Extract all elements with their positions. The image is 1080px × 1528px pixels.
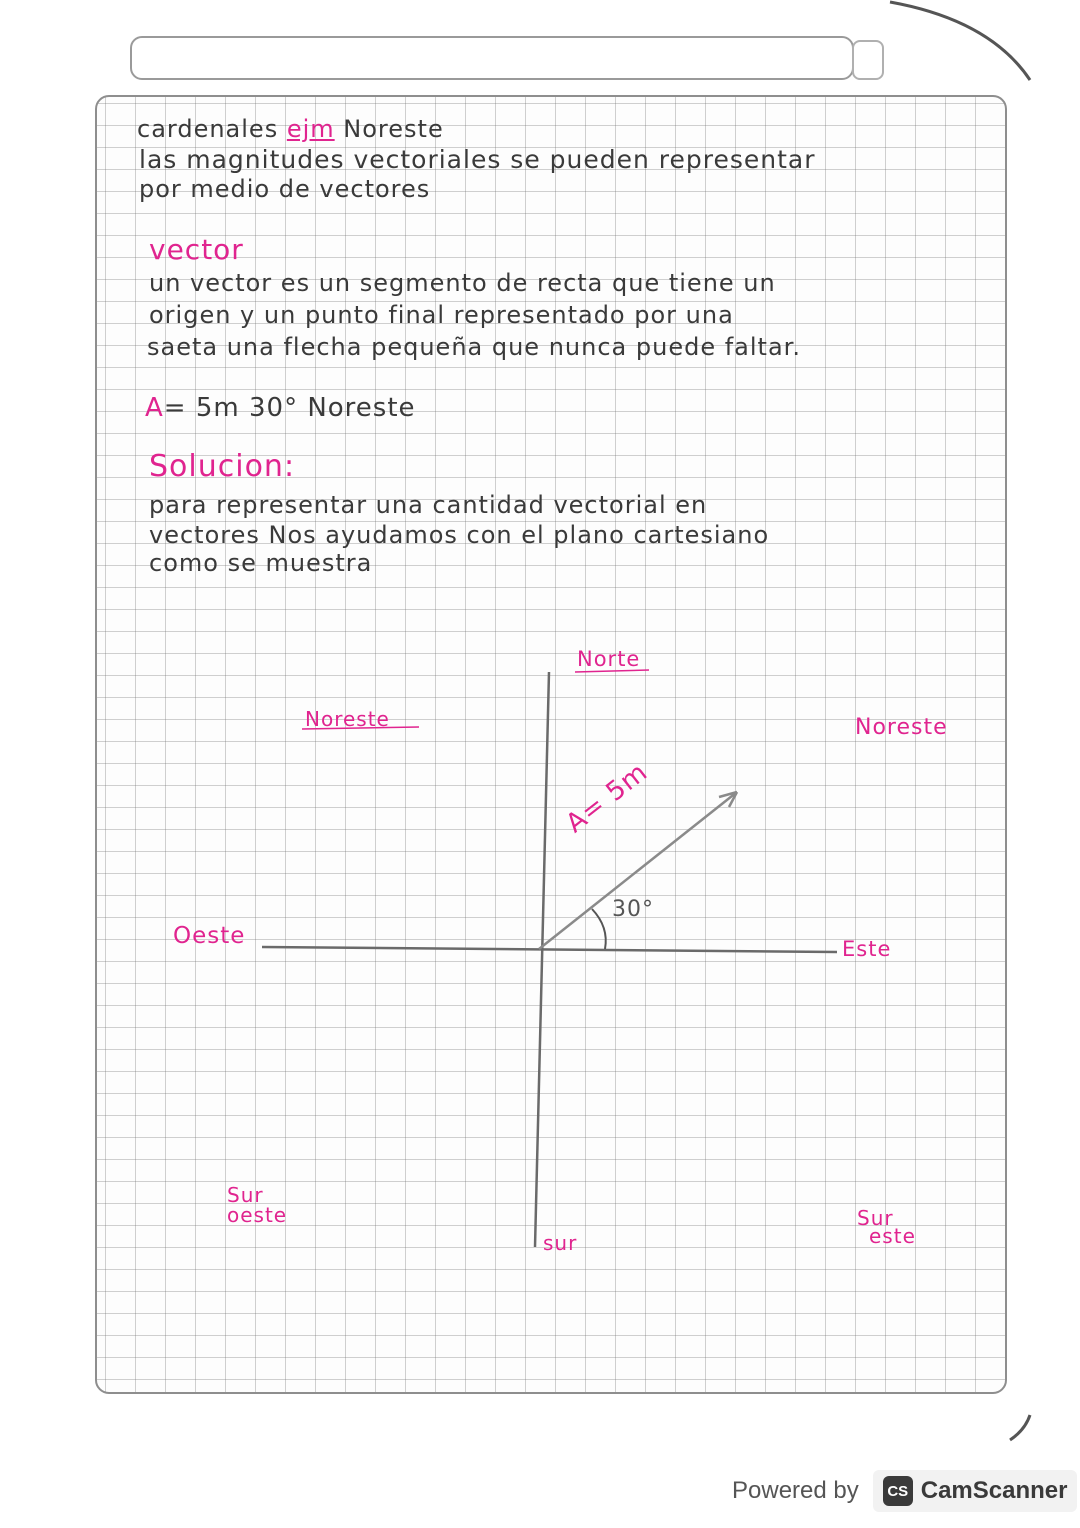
solucion-heading: Solucion: — [149, 449, 296, 484]
camscanner-footer — [732, 1470, 1077, 1512]
label-southeast — [857, 1206, 916, 1248]
notebook-header-strip — [130, 36, 854, 80]
label-southeast-line-1: Sur — [857, 1206, 894, 1230]
label-south: sur — [543, 1231, 578, 1255]
solucion-line-2: vectores Nos ayudamos con el plano cartesiano — [149, 521, 770, 549]
notebook-header-tab — [852, 40, 884, 80]
west-east-axis — [262, 947, 837, 952]
label-southwest-line-1: Sur — [227, 1183, 264, 1207]
angle-arc — [592, 909, 606, 949]
camscanner-badge — [873, 1470, 1078, 1512]
camscanner-logo-icon: CS — [883, 1476, 913, 1506]
vector-definition-line-1: un vector es un segmento de recta que tiene un — [149, 269, 776, 297]
note-line-1-prefix: cardenales — [137, 115, 279, 143]
note-line-2: las magnitudes vectoriales se pueden representar — [139, 145, 816, 174]
label-southwest-line-2: oeste — [227, 1203, 288, 1227]
camscanner-brand-text: CamScanner — [920, 1477, 1068, 1504]
note-line-3: por medio de vectores — [139, 175, 431, 203]
vector-heading: vector — [149, 233, 244, 266]
vector-definition-line-3: saeta una flecha pequeña que nunca puede faltar. — [147, 333, 801, 361]
label-north: Norte — [577, 647, 641, 671]
label-northwest: Noreste — [305, 707, 390, 731]
solucion-line-1: para representar una cantidad vectorial en — [149, 491, 708, 519]
label-southeast-line-2: este — [869, 1224, 916, 1248]
vector-definition-line-2: origen y un punto final representado por una — [149, 301, 734, 329]
vector-a-label: A= 5m — [560, 757, 654, 839]
powered-by-text: Powered by — [732, 1477, 859, 1504]
label-northeast: Noreste — [855, 715, 948, 740]
label-east: Este — [842, 937, 892, 961]
note-line-1-suffix: Noreste — [343, 115, 444, 143]
example-vector-value: = 5m 30° Noreste — [163, 393, 416, 423]
north-south-axis — [535, 672, 549, 1247]
solucion-line-3: como se muestra — [149, 549, 373, 577]
label-southwest — [227, 1185, 287, 1225]
note-line-1-ej: ejm — [286, 115, 335, 143]
angle-label: 30° — [612, 897, 654, 922]
label-west: Oeste — [173, 923, 246, 949]
example-vector-label: A — [145, 393, 164, 423]
notebook-page — [95, 95, 1007, 1394]
